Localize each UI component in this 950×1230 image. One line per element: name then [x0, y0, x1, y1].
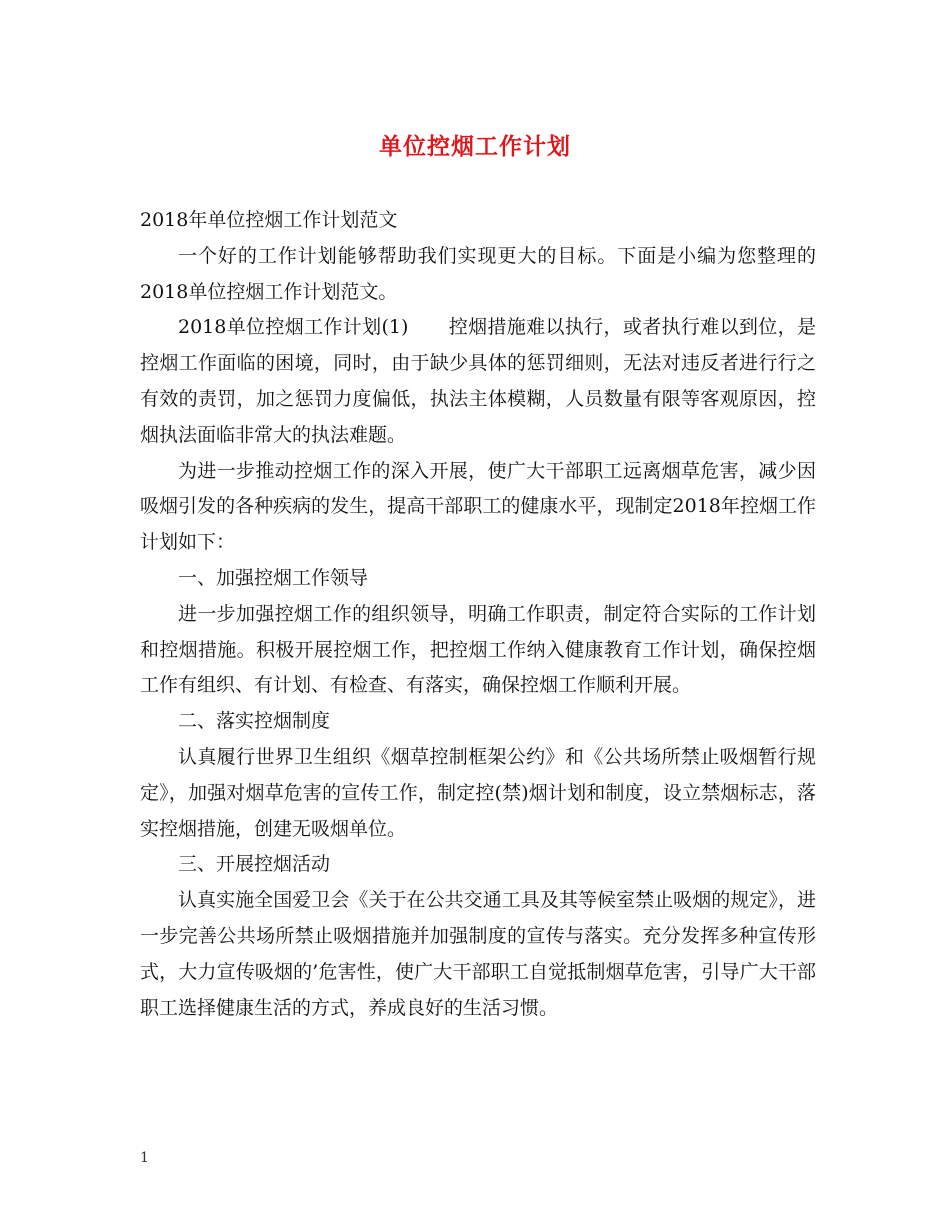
section-heading-2: 二、落实控烟制度 [178, 710, 331, 733]
section-body-3: 认真实施全国爱卫会《关于在公共交通工具及其等候室禁止吸烟的规定》，进一步完善公共场所禁止吸烟措施并加强制度的宣传与落实。充分发挥多种宣传形式，大力宣传吸烟的’危害性，使广大干部职工自觉抵制烟草危害，引导广大干部职工选择健康生活的方式，养成良好的生活习惯。 [140, 889, 816, 1019]
section-body-1: 进一步加强控烟工作的组织领导，明确工作职责，制定符合实际的工作计划和控烟措施。积极开展控烟工作，把控烟工作纳入健康教育工作计划，确保控烟工作有组织、有计划、有检查、有落实，确保控烟工作顺利开展。 [140, 602, 816, 697]
section-body-2: 认真履行世界卫生组织《烟草控制框架公约》和《公共场所禁止吸烟暂行规定》，加强对烟草危害的宣传工作，制定控(禁)烟计划和制度，设立禁烟标志，落实控烟措施，创建无吸烟单位。 [140, 745, 816, 840]
intro-paragraph: 一个好的工作计划能够帮助我们实现更大的目标。下面是小编为您整理的2018单位控烟工作计划范文。 [140, 244, 816, 303]
subtitle-paragraph: 2018年单位控烟工作计划范文 [140, 209, 398, 231]
plan-text: 控烟措施难以执行，或者执行难以到位，是控烟工作面临的困境，同时，由于缺少具体的惩罚细则，无法对违反者进行行之有效的责罚，加之惩罚力度偏低，执法主体模糊，人员数量有限等客观原因，控烟执法面临非常大的执法难题。 [140, 316, 816, 446]
section-heading-1: 一、加强控烟工作领导 [178, 566, 369, 589]
document-title: 单位控烟工作计划 [379, 134, 571, 160]
document-body [140, 203, 816, 1026]
plan-paragraph [140, 310, 816, 453]
plan-heading: 2018单位控烟工作计划(1) [178, 316, 409, 339]
section-heading-3: 三、开展控烟活动 [178, 853, 331, 876]
page-number: 1 [140, 1150, 149, 1166]
purpose-paragraph: 为进一步推动控烟工作的深入开展，使广大干部职工远离烟草危害，减少因吸烟引发的各种疾病的发生，提高干部职工的健康水平，现制定2018年控烟工作计划如下： [140, 459, 816, 554]
